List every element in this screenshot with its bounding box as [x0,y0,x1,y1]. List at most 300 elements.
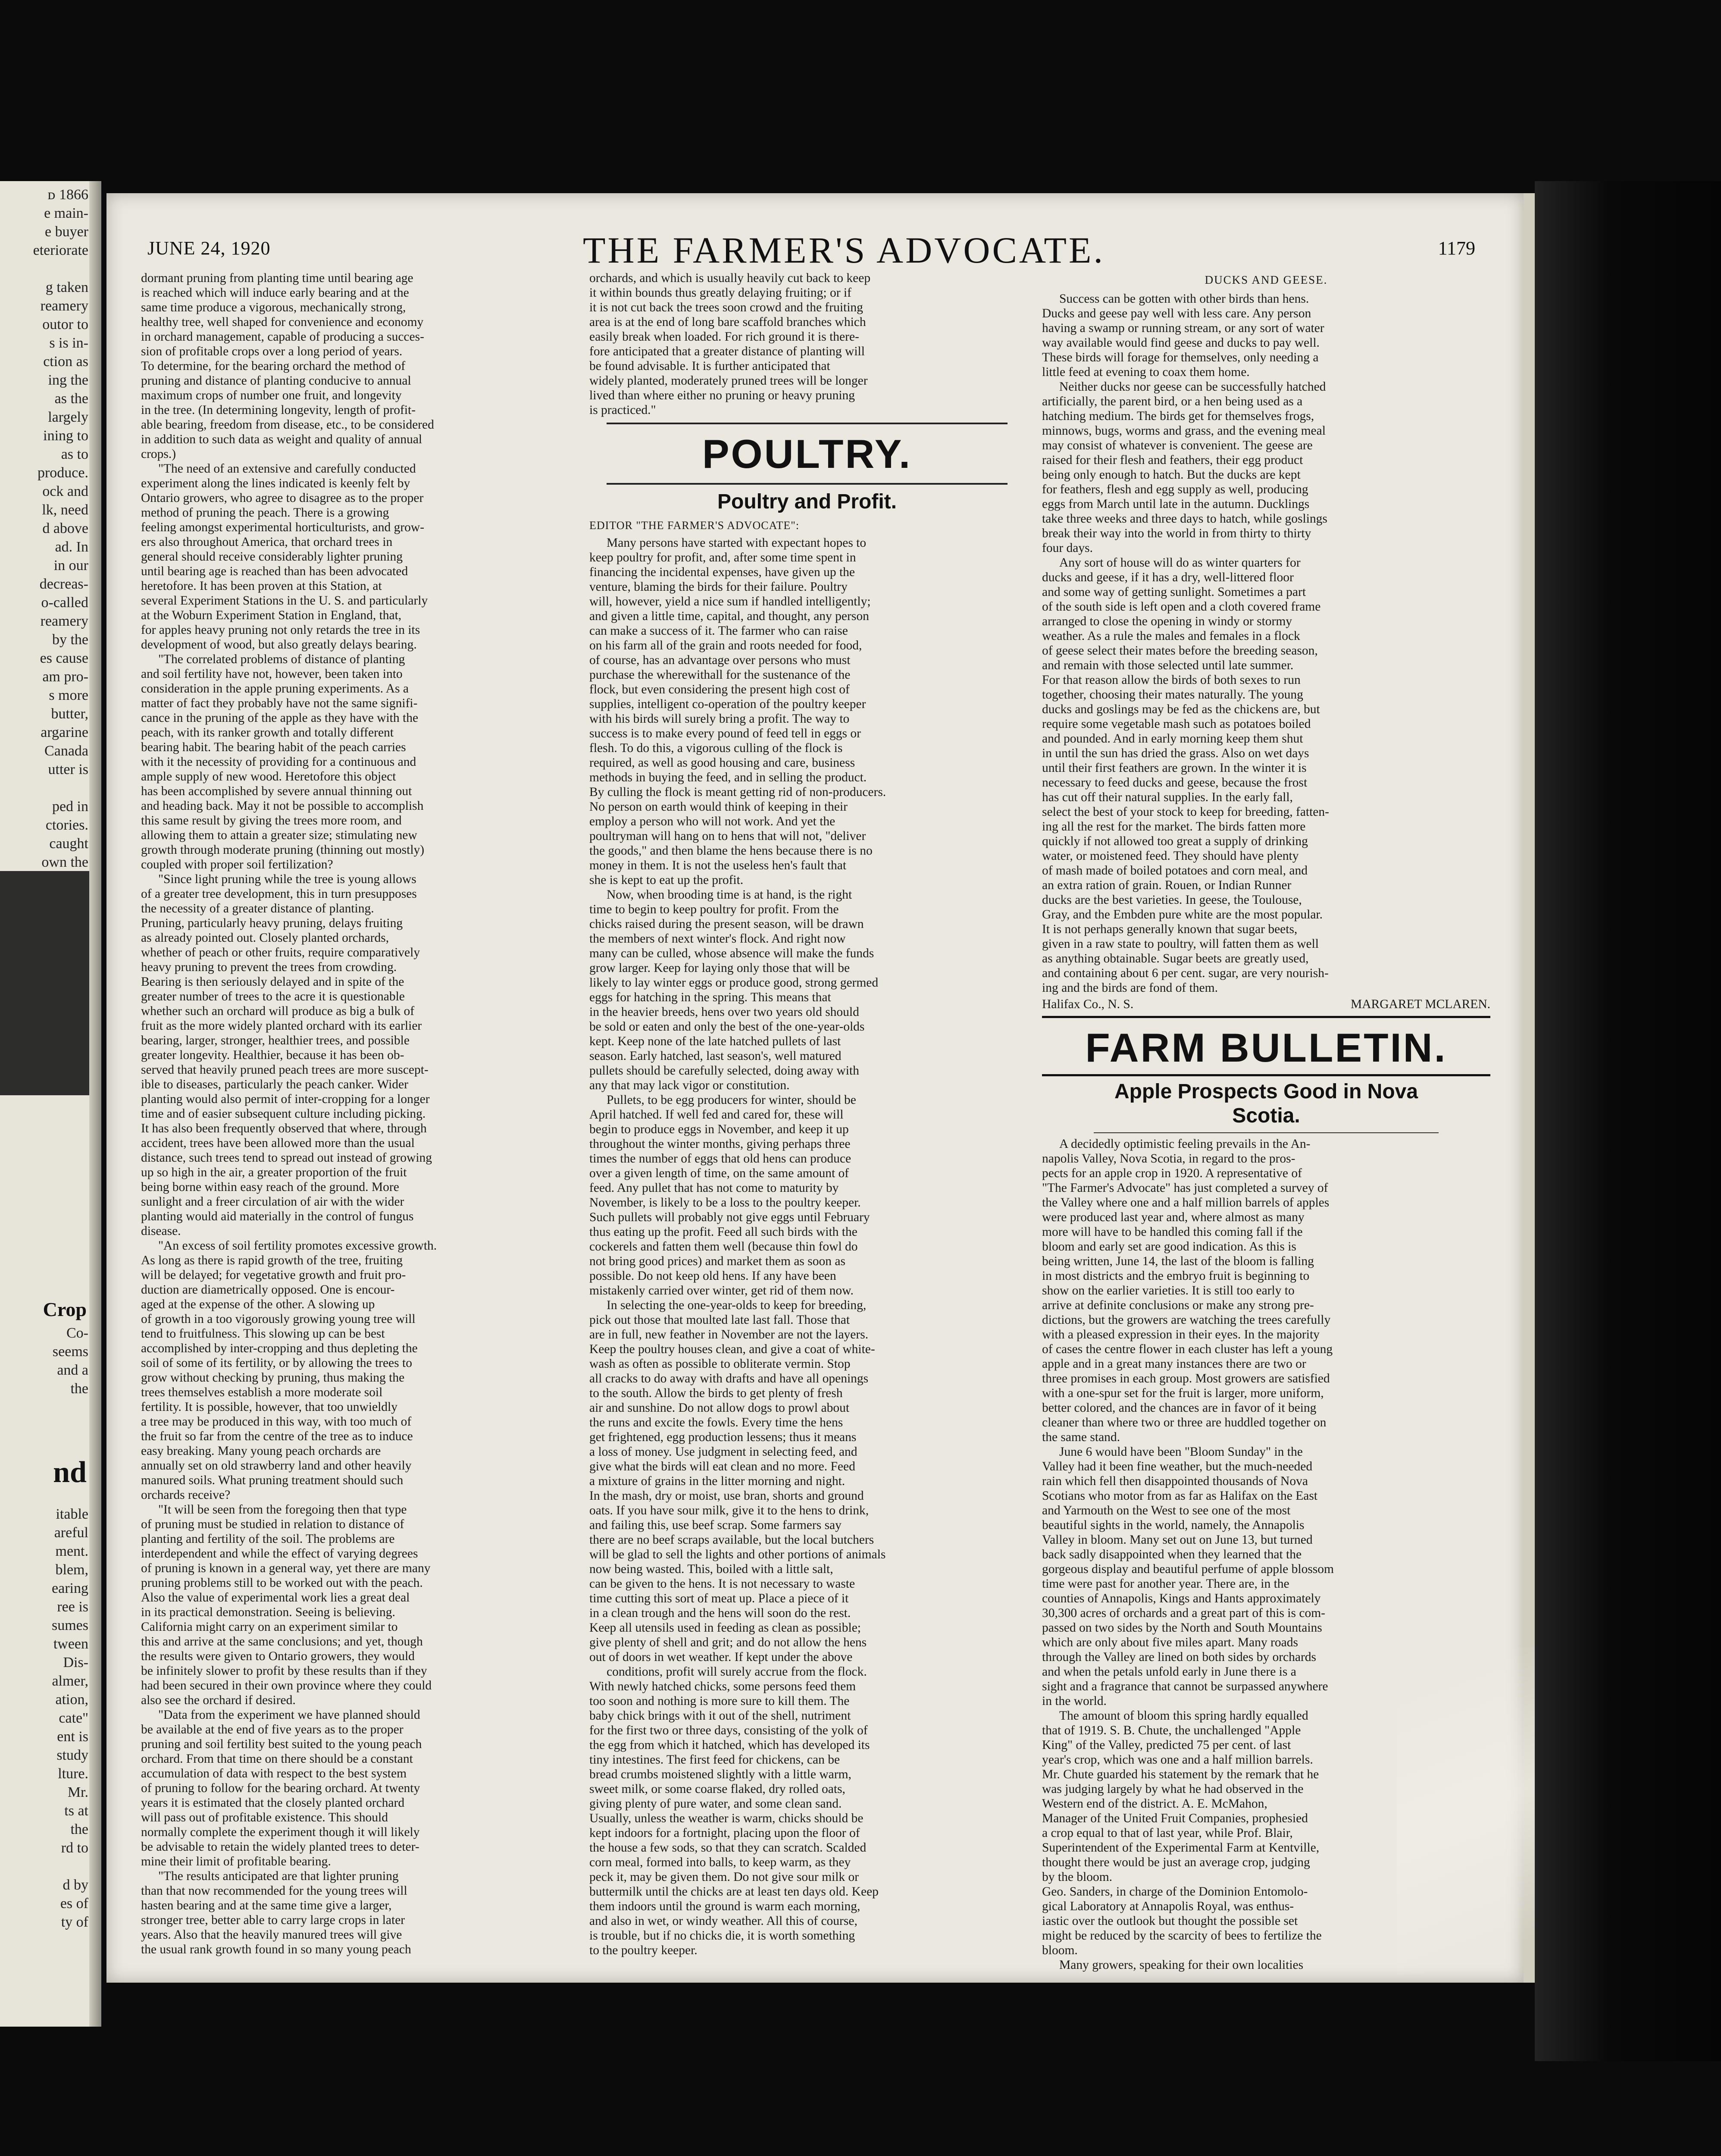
page-number: 1179 [1438,238,1475,259]
text-line: and soil fertility have not, however, been taken into [141,667,403,681]
text-line: dictions, but the growers are watching the trees carefully [1042,1313,1331,1327]
text-line: "The need of an extensive and carefully conducted [158,462,416,476]
text-line: accomplished by inter-cropping and thus depleting the [141,1341,418,1355]
text-line: the house a few sods, so that they can scratch. Scalded [589,1841,867,1855]
text-line: will, however, yield a nice sum if handled intelligently; [589,595,871,608]
text-line: break their way into the world in from thirty to thirty [1042,526,1311,540]
text-line: maximum crops of number one fruit, and longevity [141,389,402,402]
text-line: pruning and distance of planting conducive to annual [141,374,411,388]
text-line: fruit as the more widely planted orchard with its earlier [141,1019,422,1033]
previous-page-text-line: own the [41,854,88,870]
text-line: having a swamp or running stream, or any sort of water [1042,321,1324,335]
text-line: in its practical demonstration. Seeing is believing. [141,1605,395,1619]
text-line: Usually, unless the weather is warm, chicks should be [589,1811,864,1825]
text-line: all cracks to do away with drafts and have all openings [589,1372,869,1385]
text-line: is practiced." [589,403,656,417]
text-line: the Valley where one and a half million barrels of apples [1042,1196,1330,1210]
text-line: of course, has an advantage over persons who must [589,653,851,667]
previous-page-text-line: s is in- [49,335,88,351]
previous-page-text-line: g taken [45,279,88,295]
text-line: It is not perhaps generally known that sugar beets, [1042,922,1298,936]
text-line: will be delayed; for vegetative growth and fruit pro- [141,1268,406,1282]
text-line: be sold or eaten and only the best of the one-year-olds [589,1020,865,1034]
text-line: Many growers, speaking for their own localities [1059,1958,1304,1972]
poultry-article-body [589,536,1025,1958]
previous-page-photo [0,871,93,1095]
text-line: grow without checking by pruning, thus making the [141,1371,405,1385]
text-line: pullets should be carefully selected, doing away with [589,1064,859,1078]
text-line: way available would find geese and ducks to pay well. [1042,336,1320,350]
text-line: in orchard management, capable of producing a succes- [141,330,424,344]
text-line: 30,300 acres of orchards and a great part of this is com- [1042,1606,1325,1620]
newspaper-page [106,193,1524,1983]
previous-page-text-line: ᴅ 1866 [47,187,88,203]
text-line: the goods," and then blame the hens because there is no [589,844,873,858]
previous-page-text-line: argarine [41,724,88,740]
previous-page-text-line: ining to [43,428,88,444]
text-line: bread crumbs moistened slightly with a little warm, [589,1767,851,1781]
previous-page-text-line: ing the [48,372,88,388]
text-line: development of wood, but also greatly delays bearing. [141,638,417,652]
text-line: sunlight and a freer circulation of air with the wider [141,1195,404,1209]
text-line: In the mash, dry or moist, use bran, shorts and ground [589,1489,864,1503]
text-line: being written, June 14, the last of the bloom is falling [1042,1254,1314,1268]
farm-bulletin-banner [1042,1016,1490,1076]
text-line: peck it, may be given them. Do not give sour milk or [589,1870,859,1884]
text-line: healthy tree, well shaped for convenience and economy [141,315,424,329]
previous-page-text-line: outor to [42,317,88,332]
text-line: Any sort of house will do as winter quarters for [1059,556,1301,570]
text-line: Ontario growers, who agree to disagree as to the proper [141,491,424,505]
text-line: water, or moistened feed. They should have plenty [1042,849,1299,863]
dark-right-border [1535,181,1721,2061]
text-line: be infinitely slower to profit by these results than if they [141,1664,427,1678]
text-line: lived than where either no pruning or heavy pruning [589,389,855,402]
text-line: may consist of whatever is convenient. The geese are [1042,439,1313,452]
text-line: by the bloom. [1042,1870,1113,1884]
text-line: and failing this, use beef scrap. Some farmers say [589,1518,842,1532]
text-line: weather. As a rule the males and females in a flock [1042,629,1300,643]
previous-page-text-line: sumes [52,1617,88,1633]
text-line: April hatched. If well fed and cared for, these will [589,1108,844,1122]
text-line: keep poultry for profit, and, after some time spent in [589,551,856,564]
text-line: method of pruning the peach. There is a growing [141,506,389,520]
text-line: passed on two sides by the North and South Mountains [1042,1621,1322,1635]
text-line: "Since light pruning while the tree is young allows [158,872,416,886]
text-line: flock, but even considering the present high cost of [589,683,850,696]
text-line: served that heavily pruned peach trees are more suscept- [141,1063,429,1077]
text-line: mistakenly carried over winter, get rid of them now. [589,1284,854,1297]
text-line: matter of fact they probably have not the same signifi- [141,696,418,710]
previous-page-text-line: am pro- [42,669,88,685]
article-title-apple-prospects-line-2: Scotia. [1232,1104,1300,1127]
text-line: it is not cut back the trees soon crowd and the fruiting [589,301,863,314]
text-line: arranged to close the opening in windy or stormy [1042,614,1292,628]
previous-page-text-line: decreas- [39,576,88,592]
text-line: sight and a fragrance that cannot be surpassed anywhere [1042,1680,1328,1693]
text-line: pick out those that moulted late last fall. Those that [589,1313,850,1327]
text-line: the same stand. [1042,1430,1120,1444]
text-line: able bearing, freedom from disease, etc., to be considered [141,418,434,432]
text-line: of the south side is left open and a cloth covered frame [1042,600,1321,614]
text-line: year's crop, which was one and a half million barrels. [1042,1753,1313,1767]
text-line: and Yarmouth on the West to see one of the most [1042,1504,1291,1517]
text-line: baby chick brings with it out of the shell, nutriment [589,1709,851,1723]
text-line: ducks are the best varieties. In geese, the Toulouse, [1042,893,1302,907]
text-line: in the tree. (In determining longevity, length of profit- [141,403,416,417]
article-title-apple-prospects-line-1: Apple Prospects Good in Nova [1114,1080,1418,1103]
text-line: Ducks and geese pay well with less care. Any person [1042,307,1311,320]
publication-title: THE FARMER'S ADVOCATE. [583,229,1105,271]
text-line: in the heavier breeds, hens over two years old should [589,1005,859,1019]
text-line: artificially, the parent bird, or a hen being used as a [1042,395,1303,408]
text-line: June 6 would have been "Bloom Sunday" in the [1059,1445,1303,1459]
text-line: too soon and nothing is more sure to kill them. The [589,1694,850,1708]
text-line: a tree may be produced in this way, with too much of [141,1415,412,1429]
text-line: bloom. [1042,1943,1078,1957]
text-line: same time produce a vigorous, mechanically strong, [141,301,406,314]
text-line: poultryman will hang on to hens that will not, "deliver [589,829,866,843]
text-line: "The correlated problems of distance of planting [158,652,405,666]
previous-page-text-line: butter, [51,706,88,722]
text-line: pects for an apple crop in 1920. A representative of [1042,1166,1302,1180]
text-line: several Experiment Stations in the U. S. and particularly [141,594,428,608]
previous-page-text-line: utter is [48,761,88,777]
previous-page-text-line: as the [54,391,88,407]
text-line: until their first feathers are grown. In the winter it is [1042,761,1307,775]
text-line: out of doors in wet weather. If kept under the above [589,1650,853,1664]
text-line: easy breaking. Many young peach orchards are [141,1444,381,1458]
text-line: Many persons have started with expectant hopes to [607,536,867,550]
section-rule [607,483,1008,485]
previous-page-text-line: eteriorate [33,242,88,258]
text-line: hasten bearing and at the same time give a larger, [141,1899,392,1912]
previous-page-text-line: produce. [37,465,88,481]
pruning-article-continued [141,271,574,1957]
previous-page-text-line: ctories. [45,817,88,833]
text-line: ing all the rest for the market. The birds fatten more [1042,820,1306,834]
text-line: over a given length of time, on the same amount of [589,1166,849,1180]
text-line: many can be culled, whose absence will make the funds [589,946,874,960]
text-line: Gray, and the Embden pure white are the most popular. [1042,908,1323,921]
text-line: kept. Keep none of the late hatched pullets of last [589,1034,841,1048]
text-line: As long as there is rapid growth of the tree, fruiting [141,1253,403,1267]
previous-page-text-line: ction as [43,354,88,370]
text-line: With newly hatched chicks, some persons feed them [589,1680,856,1693]
text-line: general should receive considerably lighter pruning [141,550,403,564]
text-line: being only enough to hatch. But the ducks are kept [1042,468,1301,482]
previous-page-text-line: and a [57,1362,88,1378]
text-line: more will have to be handled this coming fall if the [1042,1225,1303,1239]
ducks-and-geese-body [1042,291,1490,995]
text-line: bearing, larger, stronger, healthier trees, and possible [141,1034,410,1047]
text-line: be found advisable. It is further anticipated that [589,359,830,373]
article-title-poultry-and-profit: Poultry and Profit. [717,490,897,513]
text-line: In selecting the one-year-olds to keep for breeding, [607,1298,867,1312]
text-line: orchards, and which is usually heavily cut back to keep [589,271,871,285]
text-line: It has also been frequently observed that where, through [141,1122,427,1135]
text-line: fore anticipated that a greater distance of planting will [589,345,865,358]
previous-page-text-line: es of [60,1896,88,1912]
text-line: ample supply of new wood. Heretofore this object [141,770,396,783]
text-line: Pruning, particularly heavy pruning, delays fruiting [141,916,403,930]
text-line: feeling amongst experimental horticulturists, and grow- [141,520,425,534]
previous-page-text-line: almer, [52,1673,88,1689]
previous-page-text-line: the [70,1821,88,1837]
text-line: can make a success of it. The farmer who can raise [589,624,848,638]
text-line: heretofore. It has been proven at this Station, at [141,579,382,593]
text-line: be advisable to retain the widely planted trees to deter- [141,1840,419,1854]
previous-page-text-line: ped in [52,799,88,815]
text-line: thus eating up the profit. Feed all such birds with the [589,1225,857,1239]
text-line: beautiful sights in the world, namely, the Annapolis [1042,1518,1305,1532]
previous-page-text-line: reamery [40,298,88,314]
text-line: orchard. From that time on there should be a constant [141,1752,413,1766]
text-line: of a greater tree development, this in turn presupposes [141,887,417,901]
text-line: the members of next winter's flock. And right now [589,932,846,946]
text-line: ers also throughout America, that orchard trees in [141,535,393,549]
text-line: success is to make every pound of feed tell in eggs or [589,727,861,740]
text-line: hatching medium. The birds get for themselves frogs, [1042,409,1314,423]
text-line: Keep all utensils used in feeding as clean as possible; [589,1621,861,1635]
previous-page-text-line: e buyer [44,224,88,240]
text-line: eggs for hatching in the spring. This means that [589,990,831,1004]
author-signature [1042,997,1490,1012]
text-line: grow larger. Keep for laying only those that will be [589,961,850,975]
text-line: minnows, bugs, worms and grass, and the evening meal [1042,424,1326,438]
text-line: iastic over the outlook but thought the possible set [1042,1914,1298,1928]
previous-page-text-line: caught [49,836,88,852]
text-line: can be given to the hens. It is not necessary to waste [589,1577,855,1591]
text-line: chicks raised during the present season, will be drawn [589,917,864,931]
text-line: better colored, and the chances are in favor of it being [1042,1401,1317,1415]
text-line: bearing habit. The bearing habit of the peach carries [141,740,406,754]
text-line: These birds will forage for themselves, only needing a [1042,351,1319,364]
text-line: pruning problems still to be worked out with the peach. [141,1576,423,1590]
text-line: in until the sun has dried the grass. Also on wet days [1042,746,1309,760]
column-2 [589,271,1025,1958]
text-line: to the poultry keeper. [589,1943,698,1957]
previous-page-text-line: ad. In [55,539,88,555]
text-line: to the south. Allow the birds to get plenty of fresh [589,1386,843,1400]
previous-page-text-line: in our [53,558,88,573]
text-line: possible. Do not keep old hens. If any have been [589,1269,836,1283]
text-line: times the number of eggs that old hens can produce [589,1152,851,1166]
text-line: air and sunshine. Do not allow dogs to prowl about [589,1401,850,1415]
text-line: corn meal, formed into balls, to keep warm, as they [589,1855,851,1869]
text-line: get frightened, egg production lessens; thus it means [589,1430,857,1444]
text-line: Scotians who motor from as far as Halifax on the East [1042,1489,1318,1503]
text-line: through the Valley are lined on both sides by orchards [1042,1650,1317,1664]
light-glare [1397,1647,1535,1975]
text-line: To determine, for the bearing orchard the method of [141,359,406,373]
text-line: buttermilk until the chicks are at least ten days old. Keep [589,1885,879,1899]
text-line: cockerels and fatten them well (because thin fowl do [589,1240,858,1253]
text-line: now being wasted. This, boiled with a little salt, [589,1562,833,1576]
previous-page-text-line: reamery [40,613,88,629]
text-line: peach, with its ranker growth and totally different [141,726,394,740]
text-line: it within bounds thus greatly delaying fruiting; or if [589,286,851,300]
text-line: fertility. It is possible, however, that too unwieldly [141,1400,397,1414]
text-line: giving plenty of pure water, and some clean sand. [589,1797,842,1811]
text-line: of geese select their mates before the breeding season, [1042,644,1318,658]
previous-page-text-line: ty of [61,1914,88,1930]
text-line: which are only about five miles apart. Many roads [1042,1636,1298,1649]
text-line: with his birds will surely bring a profit. The way to [589,712,850,726]
text-line: flesh. To do this, a vigorous culling of the flock is [589,741,843,755]
text-line: "The results anticipated are that lighter pruning [158,1869,399,1883]
text-line: allowing them to attain a greater size; stimulating new [141,828,417,842]
previous-page-text-line: s more [49,687,88,703]
previous-page-text-line: seems [52,1344,88,1360]
previous-page-text-line: lk, need [42,502,88,518]
text-line: interdependent and while the effect of varying degrees [141,1547,418,1561]
text-line: ducks and geese, if it has a dry, well-littered floor [1042,570,1294,584]
text-line: show on the earlier varieties. It is still too early to [1042,1284,1295,1297]
subhead-ducks-and-geese: DUCKS AND GEESE. [1205,273,1328,286]
text-line: begin to produce eggs in November, and keep it up [589,1122,849,1136]
text-line: as anything obtainable. Sugar beets are greatly used, [1042,952,1309,965]
text-line: crops.) [141,447,176,461]
text-line: greater number of trees to the acre it is questionable [141,990,405,1003]
previous-page-text-line: ree is [57,1599,88,1615]
text-line: disease. [141,1224,181,1238]
text-line: widely planted, moderately pruned trees will be longer [589,374,868,388]
text-line: give what the birds will eat clean and no more. Feed [589,1460,855,1473]
text-line: being borne within easy reach of the ground. More [141,1180,399,1194]
text-line: of cases the centre flower in each cluster has left a young [1042,1342,1333,1356]
text-line: at the Woburn Experiment Station in England, that, [141,608,402,622]
signature-place: Halifax Co., N. S. [1042,997,1134,1011]
text-line: cance in the pruning of the apple as they have with the [141,711,419,725]
text-line: arrive at definite conclusions or make any strong pre- [1042,1298,1314,1312]
previous-page-text-line: d above [42,520,88,536]
previous-page-text-line: by the [52,632,88,648]
text-line: coupled with proper soil fertilization? [141,858,333,871]
previous-page-text-line: the [70,1381,88,1397]
text-line: "An excess of soil fertility promotes excessive growth. [158,1239,437,1253]
text-line: will be glad to sell the lights and other portions of animals [589,1548,886,1561]
text-line: thought there would be just an average crop, judging [1042,1855,1310,1869]
section-title-poultry: POULTRY. [702,431,912,476]
text-line: stronger tree, better able to carry large crops in later [141,1913,405,1927]
previous-page-text-line: d by [63,1877,88,1893]
text-line: raised for their flesh and feathers, their egg product [1042,453,1303,467]
text-line: soil of some of its fertility, or by allowing the trees to [141,1356,412,1370]
text-line: the results were given to Ontario growers, they would [141,1649,415,1663]
text-line: orchards receive? [141,1488,231,1502]
text-line: area is at the end of long bare scaffold branches which [589,315,866,329]
text-line: mine their limit of profitable bearing. [141,1855,331,1868]
text-line: on his farm all of the grain and roots needed for food, [589,639,862,652]
text-line: and also in wet, or windy weather. All this of course, [589,1914,857,1928]
text-line: Success can be gotten with other birds than hens. [1059,292,1309,306]
text-line: that of 1919. S. B. Chute, the unchallenged "Apple [1042,1724,1301,1737]
text-line: until bearing age is reached than has been advocated [141,564,408,578]
editor-salutation: EDITOR "THE FARMER'S ADVOCATE": [589,519,800,532]
text-line: quickly if not allowed too great a supply of drinking [1042,834,1308,848]
text-line: financing the incidental expenses, have given up the [589,565,855,579]
text-line: in most districts and the embryo fruit is beginning to [1042,1269,1310,1283]
issue-date: JUNE 24, 1920 [147,238,271,259]
text-line: of growth in a too vigorously growing young tree will [141,1312,416,1326]
text-line: little feed at evening to coax them home. [1042,365,1250,379]
text-line: take three weeks and three days to hatch, while goslings [1042,512,1327,526]
text-line: an extra ration of grain. Rouen, or Indian Runner [1042,878,1292,892]
text-line: Bearing is then seriously delayed and in spite of the [141,975,404,989]
text-line: planting would aid materially in the control of fungus [141,1210,414,1223]
text-line: consideration in the apple pruning experiments. As a [141,682,409,696]
text-line: Western end of the district. A. E. McMahon, [1042,1797,1267,1811]
pruning-article-end [589,271,1025,417]
text-line: counties of Annapolis, Kings and Hants approximately [1042,1592,1321,1605]
text-line: and when the petals unfold early in June there is a [1042,1665,1296,1679]
text-line: November, is likely to be a loss to the poultry keeper. [589,1196,861,1210]
previous-page-text-line: Mr. [67,1784,88,1800]
previous-page-text-line: itable [56,1506,88,1522]
text-line: of mash made of boiled potatoes and corn meal, and [1042,864,1308,877]
text-line: of pruning must be studied in relation to distance of [141,1517,404,1531]
text-line: sion of profitable crops over a long period of years. [141,345,403,358]
text-line: for apples heavy pruning not only retards the tree in its [141,623,420,637]
text-line: "The Farmer's Advocate" has just completed a survey of [1042,1181,1328,1195]
text-line: Geo. Sanders, in charge of the Dominion Entomolo- [1042,1885,1308,1899]
text-line: time cutting this sort of meat up. Place a piece of it [589,1592,849,1605]
text-line: wash as often as possible to obliterate vermin. Stop [589,1357,851,1371]
text-line: planting and fertility of the soil. The problems are [141,1532,395,1546]
text-line: she is kept to eat up the profit. [589,873,744,887]
text-line: the usual rank growth found in so many young peach [141,1943,411,1956]
text-line: with a one-spur set for the fruit is larger, more uniform, [1042,1386,1324,1400]
text-line: The amount of bloom this spring hardly equalled [1059,1709,1308,1723]
text-line: will pass out of profitable existence. This should [141,1811,388,1824]
text-line: of pruning to follow for the bearing orchard. At twenty [141,1781,420,1795]
text-line: and containing about 6 per cent. sugar, are very nourish- [1042,966,1329,980]
text-line: season. Early hatched, last season's, well matured [589,1049,842,1063]
text-line: King" of the Valley, predicted 75 per cent. of last [1042,1738,1291,1752]
text-line: of pruning is known in a general way, yet there are many [141,1561,431,1575]
text-line: back sadly disappointed when they learned that the [1042,1548,1302,1561]
text-line: Also the value of experimental work lies a great deal [141,1591,410,1604]
text-line: Neither ducks nor geese can be successfully hatched [1059,380,1326,394]
text-line: venture, blaming the birds for their failure. Poultry [589,580,848,594]
text-line: is reached which will induce early bearing and at the [141,286,409,300]
previous-page-text-line: ment. [55,1543,88,1559]
text-line: are in full, new feather in November are not the layers. [589,1328,869,1341]
previous-page-text-line: cate" [59,1710,88,1726]
previous-page-text-line: ts at [64,1803,88,1819]
previous-page-text-line: blem, [55,1562,88,1578]
text-line: supplies, intelligent co-operation of the poultry keeper [589,697,866,711]
text-line: easily break when loaded. For rich ground it is there- [589,330,859,344]
text-line: purchase the wherewithall for the sustenance of the [589,668,851,682]
text-line: as already pointed out. Closely planted orchards, [141,931,389,945]
column-1 [141,271,574,1957]
previous-page-text-line: areful [54,1525,88,1541]
previous-page-text-line: study [56,1747,88,1763]
text-line: Now, when brooding time is at hand, is the right [607,888,852,902]
text-line: and pounded. And in early morning keep them shut [1042,732,1303,746]
text-line: were produced last year and, where almost as many [1042,1210,1305,1224]
text-line: manured soils. What pruning treatment should such [141,1473,404,1487]
text-line: experiment along the lines indicated is keenly felt by [141,476,410,490]
text-line: Pullets, to be egg producers for winter, should be [607,1093,856,1107]
text-line: for feathers, flesh and egg supply as well, producing [1042,483,1308,496]
previous-page-text-line: rd to [61,1840,88,1856]
text-line: napolis Valley, Nova Scotia, in regard to the pros- [1042,1152,1295,1166]
text-line: growth through moderate pruning (thinning out mostly) [141,843,425,857]
text-line: time were past for another year. There are, in the [1042,1577,1289,1591]
